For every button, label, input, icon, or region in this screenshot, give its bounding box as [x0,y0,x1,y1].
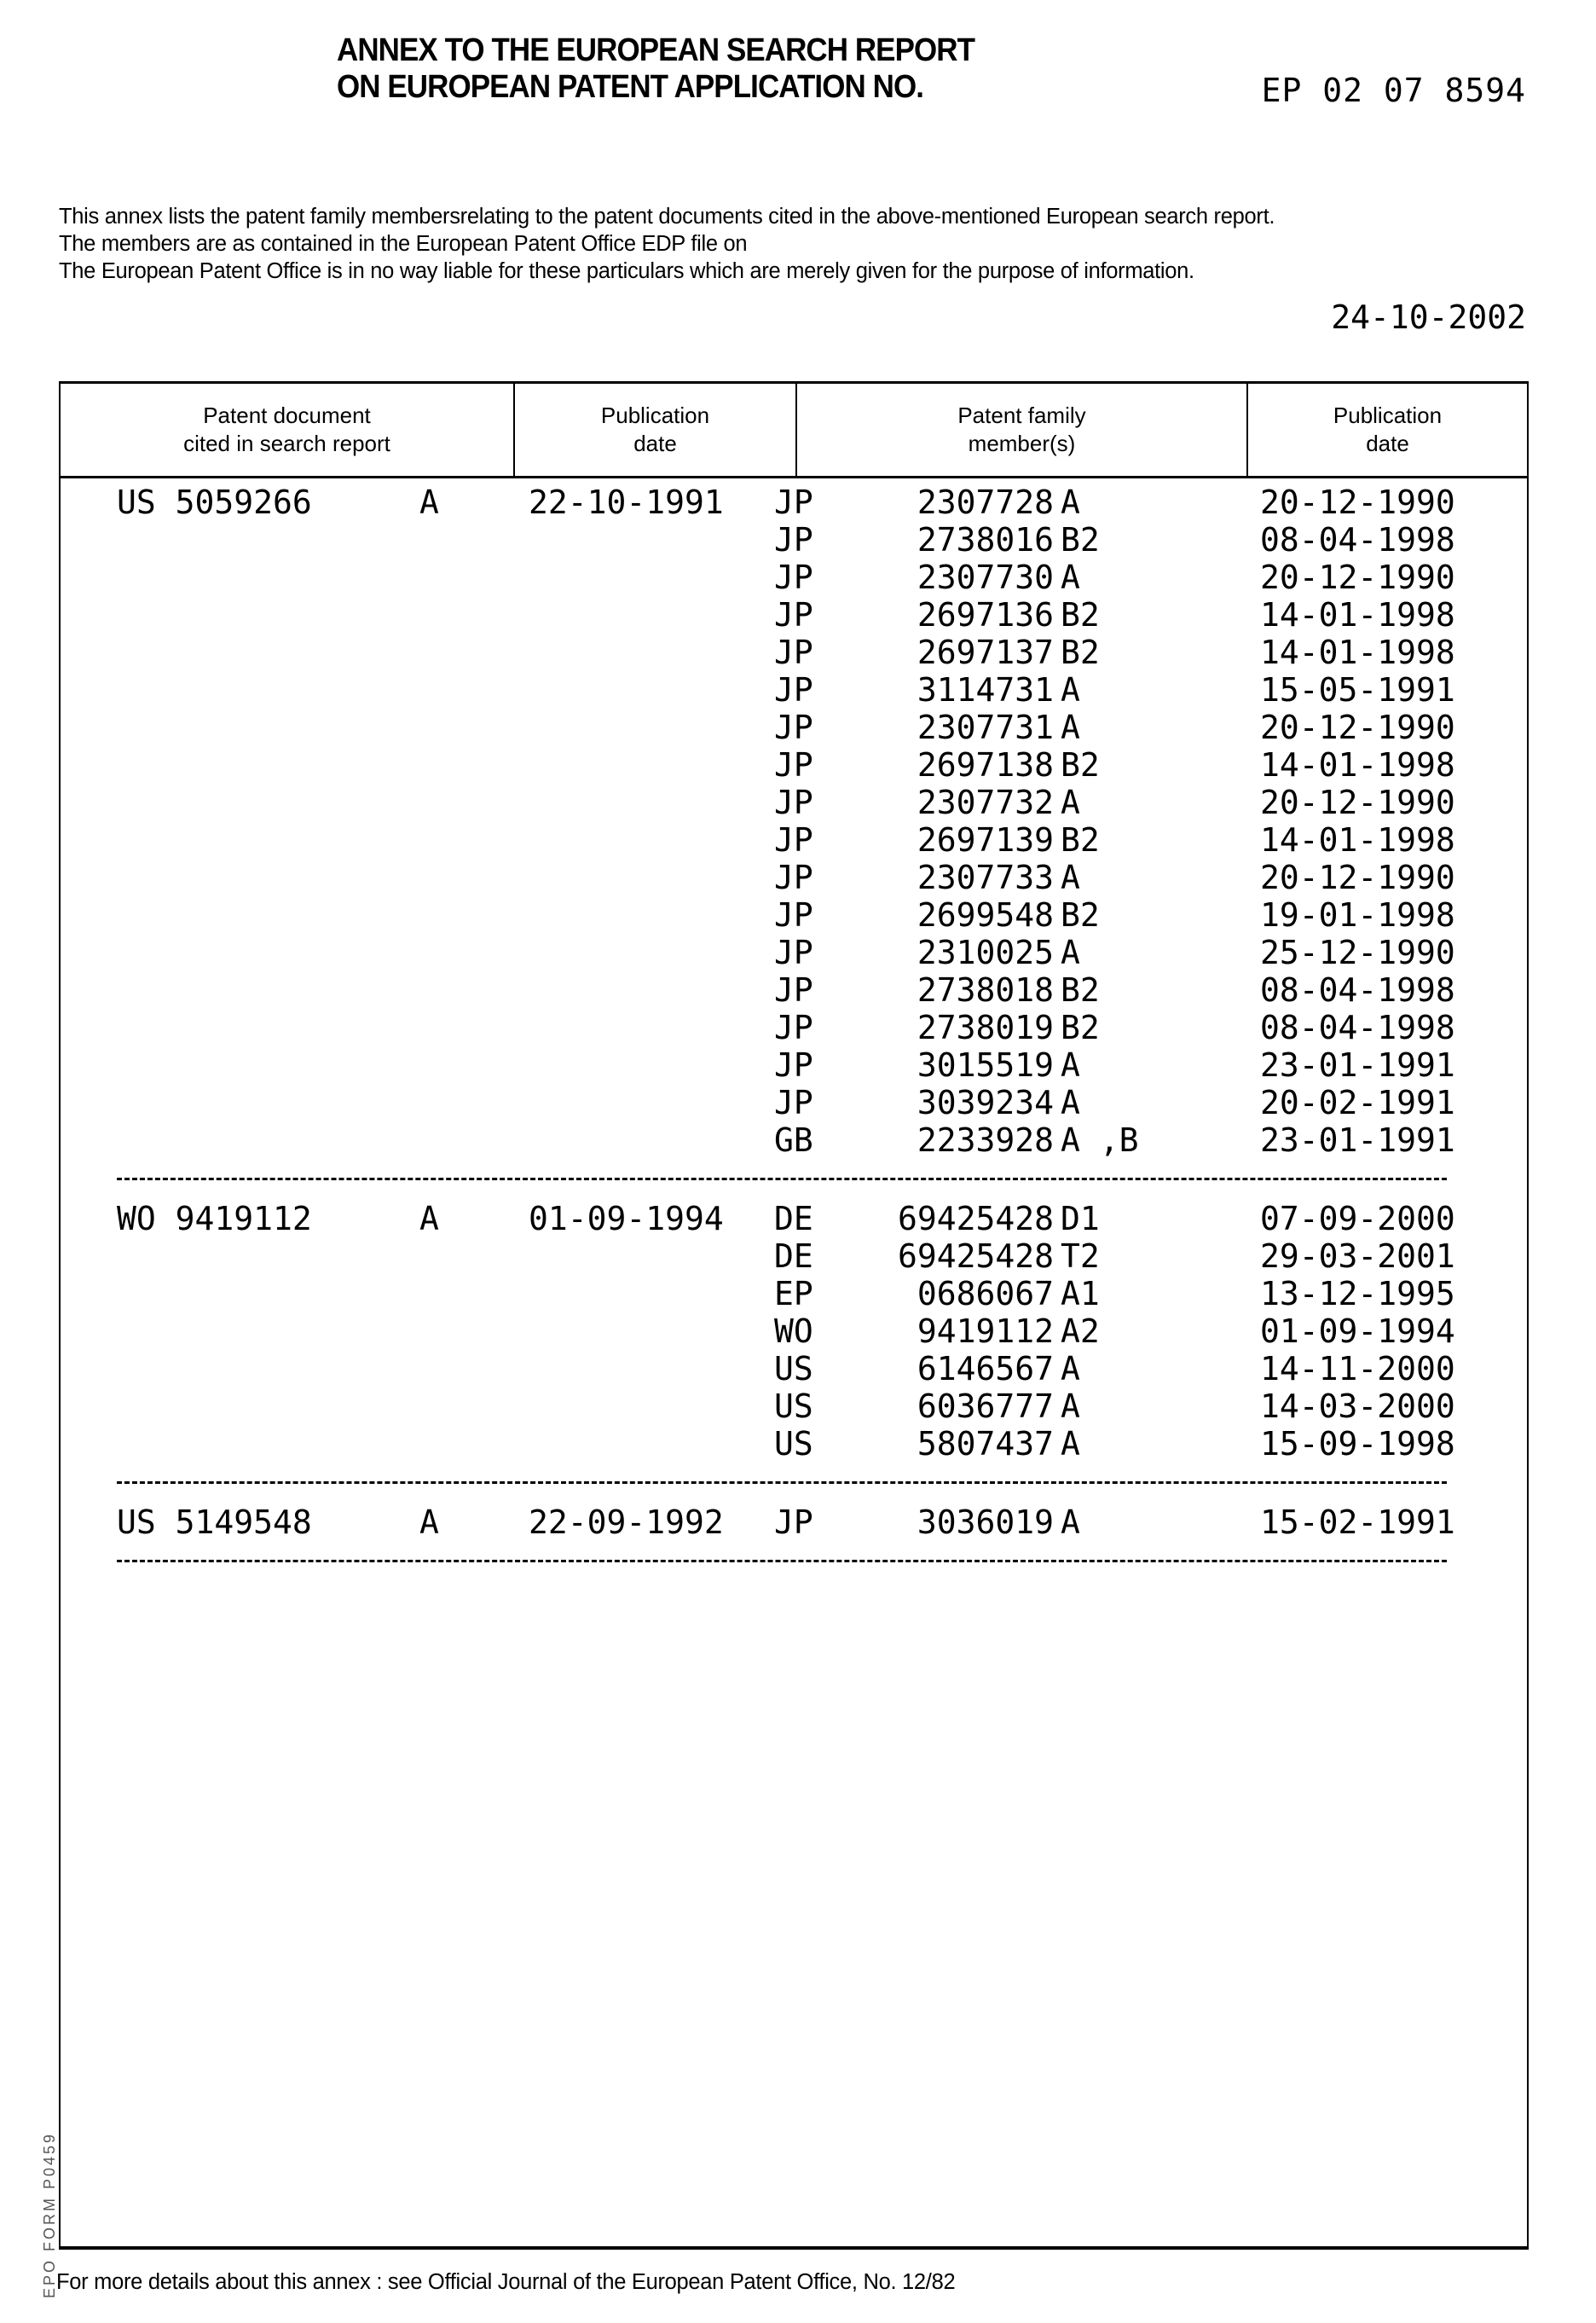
member-country: JP [774,934,813,971]
member-country: GB [774,1121,813,1159]
member-country: JP [774,896,813,934]
header-label: member(s) [969,430,1076,458]
dashed-separator [117,1560,1447,1562]
member-kind-code: B2 [1061,1009,1100,1046]
member-kind-code: A [1061,671,1080,709]
member-number: 2697138 [917,746,1054,784]
member-kind-code: B2 [1061,634,1100,671]
cited-publication-date: 01-09-1994 [529,1200,724,1237]
member-number: 3036019 [917,1503,1054,1541]
member-publication-date: 14-03-2000 [1260,1387,1455,1425]
table-row [0,1503,1596,1541]
citation-group [0,484,1596,1159]
member-publication-date: 07-09-2000 [1260,1200,1455,1237]
member-number: 2310025 [917,934,1054,971]
member-country: JP [774,859,813,896]
member-number: 9419112 [917,1312,1054,1350]
member-publication-date: 15-05-1991 [1260,671,1455,709]
member-number: 2307728 [917,484,1054,521]
form-code: EPO FORM P0459 [41,2132,59,2298]
member-number: 2233928 [917,1121,1054,1159]
table-row [0,784,1596,821]
member-kind-code: A [1061,859,1080,896]
member-publication-date: 08-04-1998 [1260,521,1455,559]
member-country: US [774,1425,813,1463]
table-header [61,384,1527,478]
member-kind-code: A [1061,1350,1080,1387]
member-country: JP [774,1046,813,1084]
member-kind-code: A [1061,784,1080,821]
cited-kind-code: A [419,484,439,521]
report-title-line-1: ANNEX TO THE EUROPEAN SEARCH REPORT [337,32,974,69]
member-country: US [774,1350,813,1387]
table-row [0,896,1596,934]
member-kind-code: A1 [1061,1275,1100,1312]
member-publication-date: 14-11-2000 [1260,1350,1455,1387]
table-row [0,671,1596,709]
member-number: 69425428 [898,1237,1054,1275]
table-row [0,1275,1596,1312]
member-kind-code: A [1061,559,1080,596]
table-row [0,634,1596,671]
header-label: Publication [601,402,709,430]
member-country: JP [774,484,813,521]
table-row [0,521,1596,559]
table-row [0,484,1596,521]
member-country: JP [774,821,813,859]
table-row [0,1237,1596,1275]
application-number: EP 02 07 8594 [1262,72,1526,109]
header-label: Patent family [957,402,1085,430]
cited-kind-code: A [419,1503,439,1541]
member-publication-date: 14-01-1998 [1260,821,1455,859]
member-country: JP [774,671,813,709]
header-family-members [797,384,1248,476]
member-publication-date: 08-04-1998 [1260,1009,1455,1046]
member-kind-code: B2 [1061,821,1100,859]
header-label: date [1366,430,1409,458]
header-label: Publication [1333,402,1442,430]
member-publication-date: 14-01-1998 [1260,746,1455,784]
member-kind-code: A [1061,1425,1080,1463]
dashed-separator [117,1481,1447,1484]
member-country: JP [774,1009,813,1046]
member-number: 5807437 [917,1425,1054,1463]
table-row [0,1425,1596,1463]
cited-document: US 5149548 [117,1503,312,1541]
intro-line-3: The European Patent Office is in no way liable for these particulars which are merely given for the purpose of information. [59,259,1194,284]
table-row [0,1387,1596,1425]
member-publication-date: 20-12-1990 [1260,859,1455,896]
member-kind-code: A [1061,1084,1080,1121]
member-country: JP [774,971,813,1009]
member-country: JP [774,784,813,821]
cited-document: WO 9419112 [117,1200,312,1237]
member-country: DE [774,1200,813,1237]
member-publication-date: 20-12-1990 [1260,709,1455,746]
citation-group [0,1503,1596,1541]
member-publication-date: 14-01-1998 [1260,596,1455,634]
member-number: 2697137 [917,634,1054,671]
table-row [0,559,1596,596]
dashed-separator [117,1178,1447,1180]
cited-publication-date: 22-10-1991 [529,484,724,521]
member-publication-date: 20-12-1990 [1260,784,1455,821]
member-country: JP [774,559,813,596]
member-publication-date: 23-01-1991 [1260,1121,1455,1159]
member-country: WO [774,1312,813,1350]
header-label: date [633,430,677,458]
member-number: 2699548 [917,896,1054,934]
member-number: 2307732 [917,784,1054,821]
member-number: 2697136 [917,596,1054,634]
table-row [0,746,1596,784]
header-label: cited in search report [183,430,390,458]
member-publication-date: 20-12-1990 [1260,484,1455,521]
table-row [0,1350,1596,1387]
table-row [0,859,1596,896]
member-country: JP [774,596,813,634]
member-publication-date: 20-02-1991 [1260,1084,1455,1121]
member-number: 2307733 [917,859,1054,896]
member-publication-date: 13-12-1995 [1260,1275,1455,1312]
cited-kind-code: A [419,1200,439,1237]
member-number: 2738016 [917,521,1054,559]
member-number: 2307731 [917,709,1054,746]
member-kind-code: A [1061,1046,1080,1084]
member-number: 2738019 [917,1009,1054,1046]
member-number: 69425428 [898,1200,1054,1237]
member-kind-code: A ,B [1061,1121,1139,1159]
member-country: JP [774,634,813,671]
member-number: 6036777 [917,1387,1054,1425]
table-row [0,934,1596,971]
member-number: 6146567 [917,1350,1054,1387]
member-country: JP [774,1503,813,1541]
intro-line-2: The members are as contained in the European Patent Office EDP file on [59,232,747,257]
member-kind-code: T2 [1061,1237,1100,1275]
header-member-publication-date [1248,384,1527,476]
member-country: DE [774,1237,813,1275]
cited-document: US 5059266 [117,484,312,521]
member-kind-code: A [1061,709,1080,746]
member-kind-code: A2 [1061,1312,1100,1350]
member-number: 3114731 [917,671,1054,709]
table-row [0,1312,1596,1350]
member-country: JP [774,521,813,559]
member-kind-code: B2 [1061,896,1100,934]
cited-publication-date: 22-09-1992 [529,1503,724,1541]
member-kind-code: A [1061,484,1080,521]
member-country: JP [774,1084,813,1121]
member-country: US [774,1387,813,1425]
member-kind-code: A [1061,934,1080,971]
member-publication-date: 25-12-1990 [1260,934,1455,971]
header-cited-document [61,384,515,476]
member-number: 0686067 [917,1275,1054,1312]
member-publication-date: 29-03-2001 [1260,1237,1455,1275]
member-number: 2697139 [917,821,1054,859]
member-publication-date: 15-02-1991 [1260,1503,1455,1541]
member-publication-date: 19-01-1998 [1260,896,1455,934]
member-kind-code: A [1061,1503,1080,1541]
member-kind-code: A [1061,1387,1080,1425]
member-kind-code: B2 [1061,971,1100,1009]
table-row [0,709,1596,746]
member-kind-code: B2 [1061,596,1100,634]
report-date: 24-10-2002 [1331,298,1526,336]
table-row [0,1121,1596,1159]
intro-line-1: This annex lists the patent family membersrelating to the patent documents cited in the above-mentioned European search report. [59,205,1275,229]
report-title-line-2: ON EUROPEAN PATENT APPLICATION NO. [337,69,923,106]
member-country: EP [774,1275,813,1312]
member-publication-date: 08-04-1998 [1260,971,1455,1009]
member-publication-date: 01-09-1994 [1260,1312,1455,1350]
citation-group [0,1200,1596,1463]
footer-note: For more details about this annex : see Official Journal of the European Patent Office, No. 12/82 [56,2270,955,2295]
member-number: 2738018 [917,971,1054,1009]
table-row [0,971,1596,1009]
member-publication-date: 20-12-1990 [1260,559,1455,596]
table-row [0,596,1596,634]
member-number: 3039234 [917,1084,1054,1121]
member-country: JP [774,746,813,784]
member-publication-date: 15-09-1998 [1260,1425,1455,1463]
member-kind-code: B2 [1061,746,1100,784]
table-body [0,484,1596,1582]
table-row [0,1084,1596,1121]
table-row [0,1046,1596,1084]
table-row [0,1009,1596,1046]
member-publication-date: 14-01-1998 [1260,634,1455,671]
member-number: 3015519 [917,1046,1054,1084]
member-kind-code: B2 [1061,521,1100,559]
header-publication-date [515,384,797,476]
member-number: 2307730 [917,559,1054,596]
member-country: JP [774,709,813,746]
table-row [0,1200,1596,1237]
header-label: Patent document [203,402,371,430]
member-publication-date: 23-01-1991 [1260,1046,1455,1084]
table-row [0,821,1596,859]
member-kind-code: D1 [1061,1200,1100,1237]
